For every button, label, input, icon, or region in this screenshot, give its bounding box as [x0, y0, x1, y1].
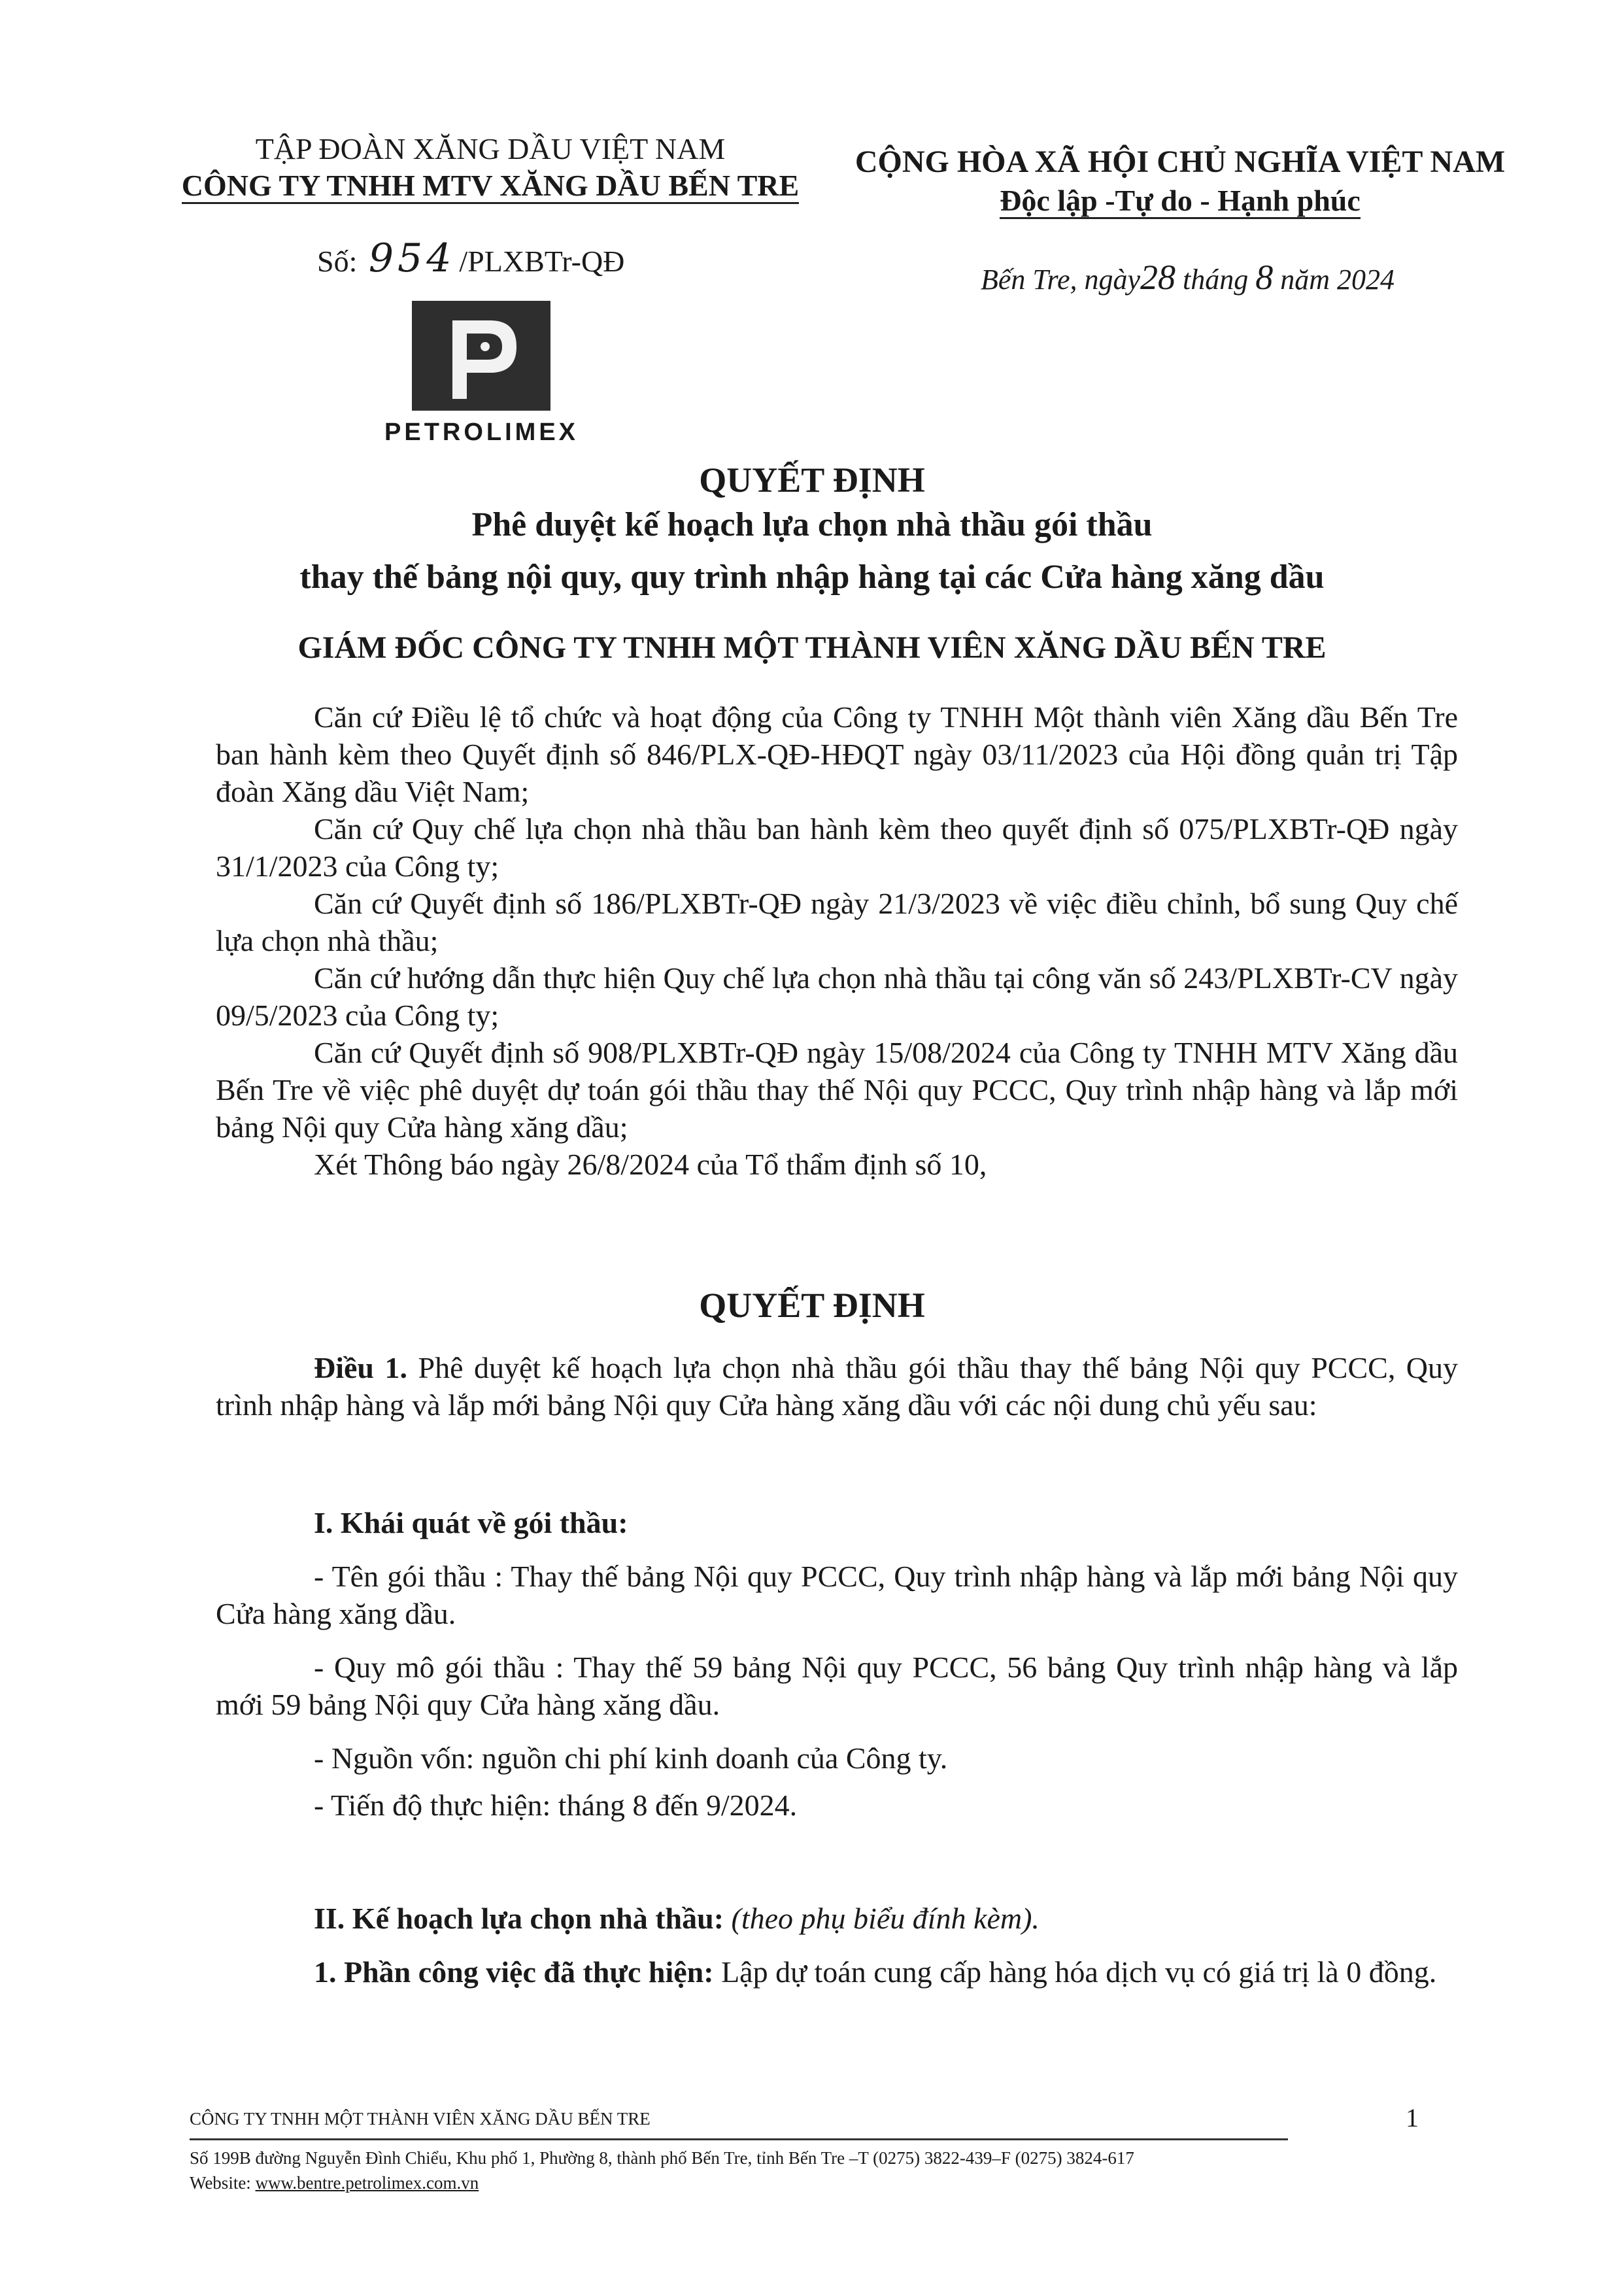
article-1-text: Phê duyệt kế hoạch lựa chọn nhà thầu gói thầu thay thế bảng Nội quy PCCC, Quy trình nhập hàng và lắp mới bảng Nội quy Cửa hàng xăng dầu với các nội dung chủ yếu sau: [216, 1351, 1459, 1422]
package-scale: - Quy mô gói thầu : Thay thế 59 bảng Nội quy PCCC, 56 bảng Quy trình nhập hàng và lắp mới 59 bảng Nội quy Cửa hàng xăng dầu. [216, 1651, 1458, 1721]
org-name [163, 167, 817, 204]
footer-website [190, 2171, 1445, 2195]
basis-3: Căn cứ Quyết định số 186/PLXBTr-QĐ ngày 21/3/2023 về việc điều chỉnh, bổ sung Quy chế lựa chọn nhà thầu; [216, 887, 1458, 957]
section-2-heading: II. Kế hoạch lựa chọn nhà thầu: [314, 1902, 724, 1935]
date-day: 28 [1140, 258, 1176, 297]
date-month: 8 [1255, 258, 1274, 297]
org-parent: TẬP ĐOÀN XĂNG DẦU VIỆT NAM [255, 132, 726, 165]
section-1 [216, 1504, 1458, 1824]
logo-text: PETROLIMEX [384, 419, 579, 446]
petrolimex-emblem-icon [412, 301, 550, 411]
document-title: QUYẾT ĐỊNH [699, 460, 925, 500]
basis-4: Căn cứ hướng dẫn thực hiện Quy chế lựa chọn nhà thầu tại công văn số 243/PLXBTr-CV ngày 09/5/2023 của Công ty; [216, 961, 1458, 1032]
article-1 [216, 1349, 1458, 1424]
petrolimex-logo [412, 301, 550, 411]
section-1-heading: I. Khái quát về gói thầu: [314, 1506, 628, 1539]
issuing-authority: GIÁM ĐỐC CÔNG TY TNHH MỘT THÀNH VIÊN XĂNG DẦU BẾN TRE [297, 630, 1327, 665]
title-line-1: Phê duyệt kế hoạch lựa chọn nhà thầu gói thầu [471, 506, 1153, 543]
date-year: năm 2024 [1280, 264, 1395, 296]
website-label: Website: [190, 2173, 251, 2193]
completed-work-label: 1. Phần công việc đã thực hiện: [314, 1955, 714, 1989]
website-link[interactable]: www.bentre.petrolimex.com.vn [255, 2173, 479, 2193]
funding-source: - Nguồn vốn: nguồn chi phí kinh doanh của Công ty. [314, 1741, 948, 1775]
basis-5: Căn cứ Quyết định số 908/PLXBTr-QĐ ngày 15/08/2024 của Công ty TNHH MTV Xăng dầu Bến Tre về việc phê duyệt dự toán gói thầu thay thế Nội quy PCCC, Quy trình nhập hàng và lắp mới bảng Nội quy Cửa hàng xăng dầu; [216, 1036, 1458, 1144]
footer-divider [190, 2138, 1288, 2140]
doc-number [317, 235, 624, 281]
section-2-note: (theo phụ biểu đính kèm). [731, 1902, 1040, 1935]
legal-bases [216, 698, 1458, 1183]
completed-work-text: Lập dự toán cung cấp hàng hóa dịch vụ có giá trị là 0 đồng. [721, 1955, 1437, 1989]
motto [837, 183, 1523, 218]
issue-date [981, 257, 1395, 298]
title-line-2: thay thế bảng nội quy, quy trình nhập hàng tại các Cửa hàng xăng dầu [299, 558, 1325, 596]
basis-2: Căn cứ Quy chế lựa chọn nhà thầu ban hành kèm theo quyết định số 075/PLXBTr-QĐ ngày 31/1/2023 của Công ty; [216, 812, 1458, 883]
date-place: Bến Tre, ngày [981, 264, 1140, 296]
package-name: - Tên gói thầu : Thay thế bảng Nội quy PCCC, Quy trình nhập hàng và lắp mới bảng Nội quy Cửa hàng xăng dầu. [216, 1560, 1458, 1630]
nation-title: CỘNG HÒA XÃ HỘI CHỦ NGHĨA VIỆT NAM [854, 145, 1506, 179]
footer-address: Số 199B đường Nguyễn Đình Chiểu, Khu phố 1, Phường 8, thành phố Bến Tre, tỉnh Bến Tre –T (0275) 3822-439–F (0275) 3824-617 [190, 2148, 1134, 2168]
section-2 [216, 1900, 1458, 1991]
basis-1: Căn cứ Điều lệ tổ chức và hoạt động của Công ty TNHH Một thành viên Xăng dầu Bến Tre ban hành kèm theo Quyết định số 846/PLX-QĐ-HĐQT ngày 03/11/2023 của Hội đồng quản trị Tập đoàn Xăng dầu Việt Nam; [216, 700, 1458, 808]
decision-heading: QUYẾT ĐỊNH [699, 1286, 925, 1325]
date-month-label: tháng [1183, 264, 1249, 296]
doc-number-prefix: Số: [317, 245, 358, 278]
page-number: 1 [1406, 2103, 1419, 2132]
doc-number-value: 954 [368, 235, 456, 281]
schedule: - Tiến độ thực hiện: tháng 8 đến 9/2024. [314, 1789, 798, 1822]
motto-text: Độc lập -Tự do - Hạnh phúc [1000, 184, 1361, 219]
footer-company: CÔNG TY TNHH MỘT THÀNH VIÊN XĂNG DẦU BẾN TRE [190, 2109, 651, 2129]
org-name-text: CÔNG TY TNHH MTV XĂNG DẦU BẾN TRE [182, 169, 799, 204]
doc-number-suffix: /PLXBTr-QĐ [459, 245, 625, 278]
basis-6: Xét Thông báo ngày 26/8/2024 của Tổ thẩm định số 10, [314, 1148, 987, 1181]
article-1-label: Điều 1. [314, 1351, 407, 1384]
